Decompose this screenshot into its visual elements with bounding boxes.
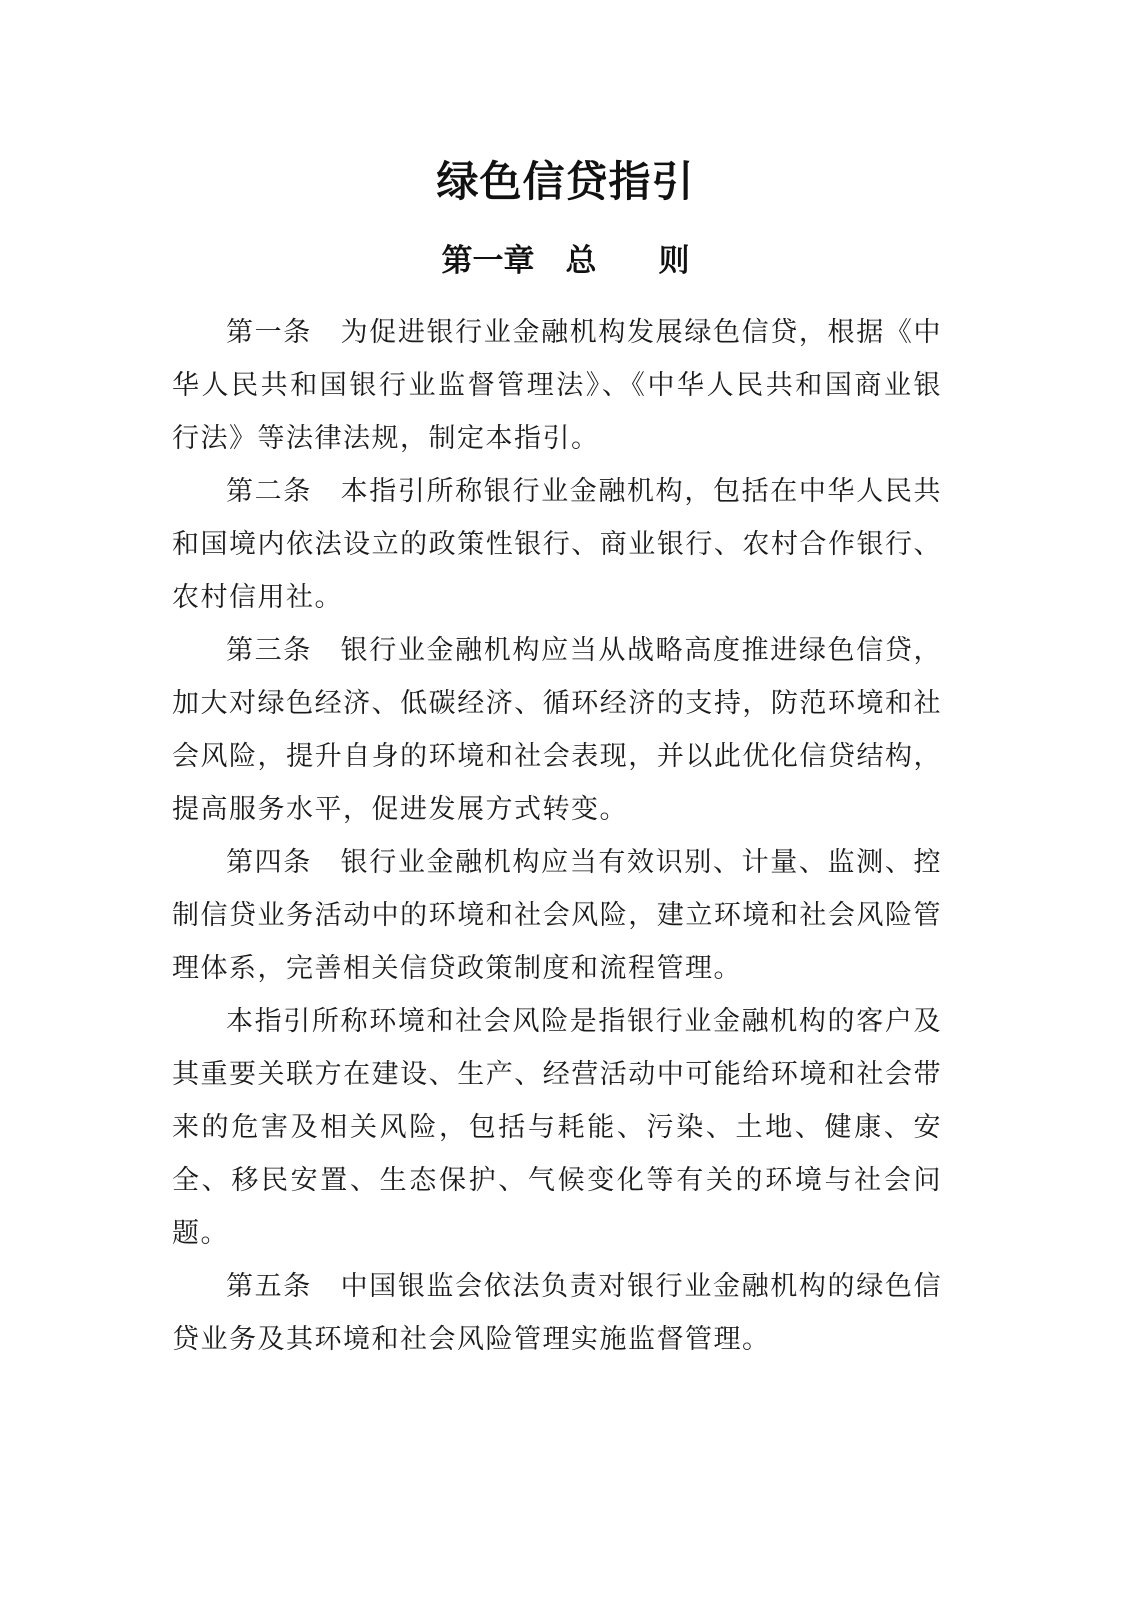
article-5-paragraph: 第五条 中国银监会依法负责对银行业金融机构的绿色信贷业务及其环境和社会风险管理实施监督管理。 [172, 1271, 942, 1355]
chapter-heading: 第一章 总 则 [441, 243, 690, 279]
risk-definition-paragraph: 本指引所称环境和社会风险是指银行业金融机构的客户及其重要关联方在建设、生产、经营活动中可能给环境和社会带来的危害及相关风险，包括与耗能、污染、土地、健康、安全、移民安置、生态保护、气候变化等有关的环境与社会问题。 [172, 1006, 942, 1249]
document-body [172, 306, 942, 1366]
article-3-paragraph: 第三条 银行业金融机构应当从战略高度推进绿色信贷，加大对绿色经济、低碳经济、循环经济的支持，防范环境和社会风险，提升自身的环境和社会表现，并以此优化信贷结构，提高服务水平，促进发展方式转变。 [172, 635, 942, 825]
article-4-paragraph: 第四条 银行业金融机构应当有效识别、计量、监测、控制信贷业务活动中的环境和社会风险，建立环境和社会风险管理体系，完善相关信贷政策制度和流程管理。 [172, 847, 942, 984]
article-1-paragraph: 第一条 为促进银行业金融机构发展绿色信贷，根据《中华人民共和国银行业监督管理法》、《中华人民共和国商业银行法》等法律法规，制定本指引。 [172, 317, 942, 454]
article-2-paragraph: 第二条 本指引所称银行业金融机构，包括在中华人民共和国境内依法设立的政策性银行、商业银行、农村合作银行、农村信用社。 [172, 476, 942, 613]
document-title: 绿色信贷指引 [436, 157, 695, 206]
